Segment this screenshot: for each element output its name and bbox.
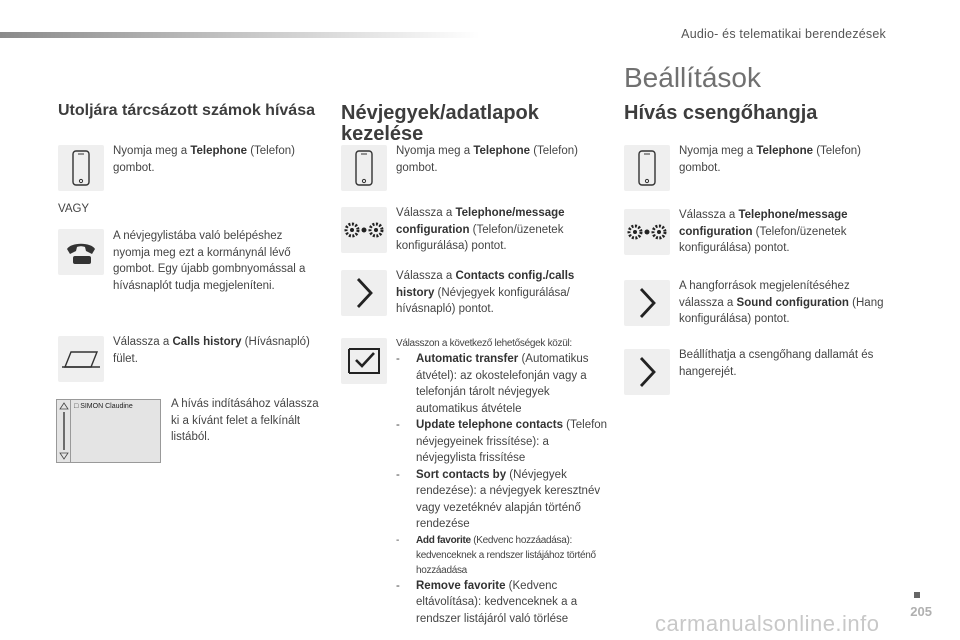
confirm-check-icon — [341, 338, 387, 384]
col3-step4-text: Beállíthatja a csengőhang dallamát és hangerejét. — [679, 349, 874, 378]
col2-step3-text: Válassza a Contacts config./calls history (Névjegyek konfigurálása/ hívásnapló) pontot. — [396, 270, 575, 315]
col1-step1-text: Nyomja meg a Telephone (Telefon) gombot. — [113, 145, 295, 174]
tab-icon — [58, 336, 104, 382]
option-add-favorite: - Add favorite (Kedvenc hozzáadása): kedvenceknek a rendszer listájához történő hozzáadása — [396, 534, 596, 576]
chevron-right-icon — [624, 280, 670, 326]
steering-phone-button-icon — [58, 229, 104, 275]
col3-step1-text: Nyomja meg a Telephone (Telefon) gombot. — [679, 145, 861, 174]
scrollbar — [57, 400, 71, 462]
col3-step3-text: A hangforrások megjelenítéséhez válassza a Sound configuration (Hang konfigurálása) pontot. — [679, 280, 884, 325]
header-bar — [0, 32, 480, 38]
settings-gears-icon — [341, 207, 387, 253]
options-list — [396, 351, 611, 627]
section-title-contacts: Névjegyek/adatlapok kezelése — [341, 102, 539, 145]
call-list-screenshot — [56, 399, 161, 463]
option-remove-favorite: - Remove favorite (Kedvenc eltávolítása): kedvenceknek a a rendszer listájáról való törlése — [396, 579, 578, 625]
col2-step2-text: Válassza a Telephone/message configuration (Telefon/üzenetek konfigurálása) pontot. — [396, 207, 565, 252]
col2-options-intro: Válasszon a következő lehetőségek közül: — [396, 338, 572, 349]
option-automatic-transfer: - Automatic transfer (Automatikus átvétel): az okostelefonján vagy a telefonján tárolt névjegyek automatikus átvétele — [396, 353, 589, 415]
contact-card-icon: □ — [74, 403, 79, 410]
watermark: carmanualsonline.info — [655, 611, 880, 636]
settings-gears-icon — [624, 209, 670, 255]
phone-icon — [341, 145, 387, 191]
section-title-recent-calls: Utoljára tárcsázott számok hívása — [58, 102, 315, 119]
page-title: Beállítások — [624, 62, 761, 93]
chevron-right-icon — [624, 349, 670, 395]
col1-step3-text: Válassza a Calls history (Hívásnapló) fület. — [113, 336, 310, 365]
page-marker — [914, 592, 920, 598]
phone-icon — [624, 145, 670, 191]
chevron-right-icon — [341, 270, 387, 316]
col1-step4-text: A hívás indításához válassza ki a kívánt felet a felkínált listából. — [171, 398, 319, 443]
col2-step1-text: Nyomja meg a Telephone (Telefon) gombot. — [396, 145, 578, 174]
phone-icon — [58, 145, 104, 191]
section-title-ringtone: Hívás csengőhangja — [624, 102, 818, 124]
col3-step2-text: Válassza a Telephone/message configuration (Telefon/üzenetek konfigurálása) pontot. — [679, 209, 848, 254]
contact-entry: □ SIMON Claudine — [74, 403, 133, 410]
or-label: VAGY — [58, 203, 90, 215]
chapter-title: Audio- és telematikai berendezések — [681, 27, 886, 41]
page-number: 205 — [910, 604, 932, 619]
option-update-contacts: - Update telephone contacts (Telefon névjegyeinek frissítése): a névjegylista frissítése — [396, 419, 608, 464]
col1-step2-text: A névjegylistába való belépéshez nyomja meg ezt a kormánynál lévő gombot. Egy újabb gombnyomással a hívásnaplót tudja megjeleníteni. — [113, 230, 306, 292]
option-sort-contacts: - Sort contacts by (Névjegyek rendezése): a névjegyek keresztnév vagy vezetéknév alapján történő rendezése — [396, 468, 601, 530]
